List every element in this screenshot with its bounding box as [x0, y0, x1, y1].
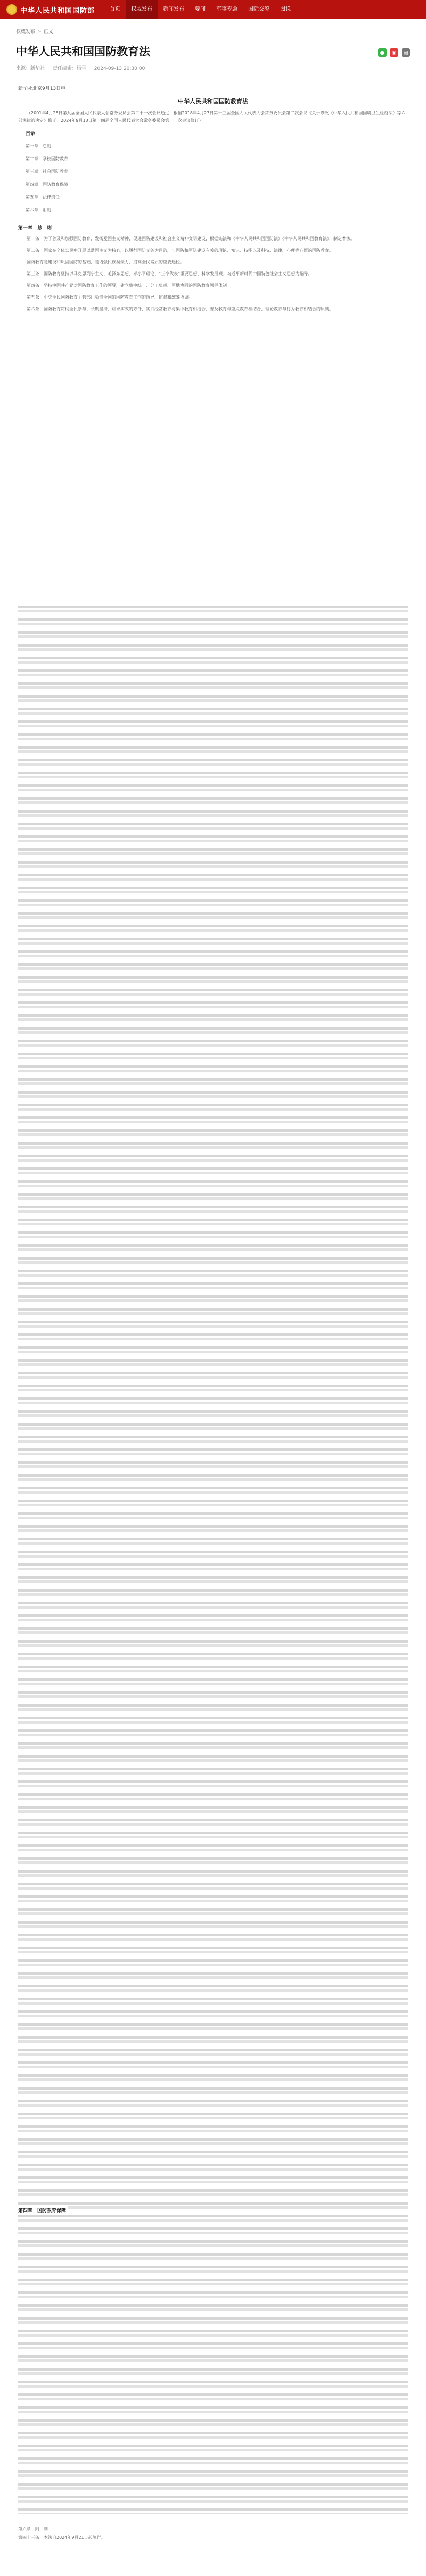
site-title[interactable]: 中华人民共和国国防部	[20, 6, 95, 15]
article-paragraph: 第四十三条 本法自2024年9月21日起施行。	[18, 2535, 105, 2540]
chapter-heading: 第六章 附 则	[18, 2527, 48, 2531]
breadcrumb-item-section[interactable]: 权威发布	[16, 29, 36, 35]
toc-heading: 目录	[26, 131, 36, 137]
article-paragraph: 第三条 国防教育坚持以马克思列宁主义、毛泽东思想、邓小平理论、“三个代表”重要思想、科学发展观、习近平新时代中国特色社会主义思想为指导。	[27, 271, 313, 276]
article-paragraph: 第一条 为了普及和加强国防教育，发扬爱国主义精神，促进国防建设和社会主义精神文明建设，根据宪法和《中华人民共和国国防法》《中华人民共和国教育法》，制定本法。	[27, 236, 355, 241]
document-intro: （2001年4月28日第九届全国人民代表大会常务委员会第二十一次会议通过 根据2018年4月27日第十三届全国人民代表大会常务委员会第二次会议《关于修改〈中华人民共和国国境卫生检疫法〉等六部法律的决定》修正 2024年9月13日第十四届全国人民代表大会常务委员会第十一次会议修订）	[18, 111, 406, 123]
toc-item: 第一章 总则	[26, 144, 51, 148]
breadcrumb-separator: >	[37, 29, 42, 35]
chapter-heading: 第四章 国防教育保障	[18, 2206, 68, 2215]
article-meta	[16, 62, 410, 77]
nav-item-key-news[interactable]: 要闻	[195, 6, 206, 12]
toc-item: 第四章 国防教育保障	[26, 182, 68, 187]
document-title: 中华人民共和国国防教育法	[178, 98, 248, 105]
toc-item: 第五章 法律责任	[26, 195, 60, 200]
article-paragraph: 第二条 国家在全体公民中开展以爱国主义为核心，以履行国防义务为目的，与国防和军队建设有关的理论、知识、技能以及科技、法律、心理等方面的国防教育。	[27, 248, 333, 253]
main-nav	[104, 0, 296, 19]
main-container	[16, 19, 410, 2546]
weibo-icon[interactable]: ◉	[390, 48, 398, 57]
national-emblem-icon	[6, 4, 17, 15]
print-icon[interactable]: ▤	[402, 48, 410, 57]
article-paragraph: 第四条 坚持中国共产党对国防教育工作的领导，建立集中统一、分工负责、军地协同的国防教育领导体制。	[27, 283, 231, 288]
article-body	[16, 77, 410, 2546]
top-bar	[0, 0, 426, 19]
chapter-heading: 第一章 总 则	[18, 226, 52, 231]
title-row	[16, 39, 410, 62]
page-title: 中华人民共和国国防教育法	[16, 45, 150, 58]
toc-item: 第六章 附则	[26, 208, 51, 212]
breadcrumb	[16, 19, 410, 39]
article-paragraph: 国防教育是建设和巩固国防的基础，是增强民族凝聚力、提高全民素质的重要途径。	[27, 260, 184, 264]
article-paragraph: 第五条 中央全民国防教育主管部门负责全国的国防教育工作的指导、监督和统筹协调。	[27, 295, 193, 300]
nav-item-military-topics[interactable]: 军事专题	[216, 6, 238, 12]
breadcrumb-item-current: 正文	[43, 29, 53, 35]
toc-item: 第三章 社会国防教育	[26, 169, 68, 174]
wechat-icon[interactable]: ●	[378, 48, 387, 57]
toc-item: 第二章 学校国防教育	[26, 156, 68, 161]
share-bar	[378, 48, 410, 59]
article-paragraph: 第六条 国防教育贯彻全民参与、长期坚持、讲求实效的方针，实行经常教育与集中教育相结合、普及教育与重点教育相结合、理论教育与行为教育相结合的原则。	[27, 307, 333, 311]
meta-editor: 责任编辑：杨雪	[52, 66, 86, 71]
nav-item-press-release[interactable]: 新闻发布	[163, 6, 185, 12]
article-ending	[16, 2525, 410, 2546]
nav-item-home[interactable]: 首页	[110, 6, 121, 12]
nav-item-photos[interactable]: 图说	[280, 6, 291, 12]
publish-note: 新华社北京9月13日电	[18, 86, 66, 92]
nav-item-international[interactable]: 国际交流	[248, 6, 270, 12]
article-text-continuation	[18, 604, 408, 2514]
meta-source: 来源：新华社	[16, 66, 45, 71]
meta-date: 2024-09-13 20:30:00	[94, 66, 145, 71]
nav-item-authoritative-release[interactable]: 权威发布	[126, 0, 158, 19]
